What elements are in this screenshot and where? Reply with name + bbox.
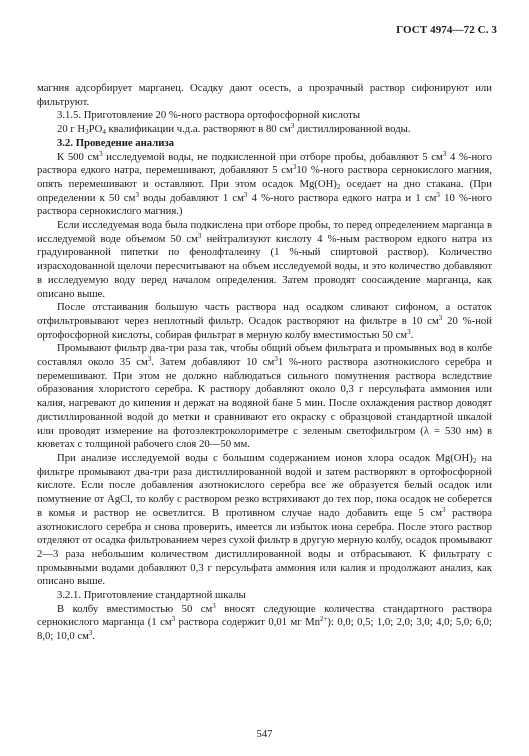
paragraph-settling: После отстаивания большую часть раствора над осадком сливают сифоном, а остаток отфильтровывают через неплотный фильтр. Осадок растворяют на фильтре в 10 $см^3$ 20 %-ной ортофосфорной кислоты, собирая фильтрат в мерную колбу вместимостью 50 $см^3$.	[37, 301, 492, 341]
paragraph-acidified-sample: Если исследуемая вода была подкислена при отборе пробы, то перед определением марганца в исследуемой воде объемом 50 $см^3$ нейтрализуют кислоту 4 %-ным раствором едкого натра из градуированной пипетки по фенолфталеину (1 %-ный спиртовой раствор). Количество израсходованной щелочи пересчитывают на объем исследуемой воды, и это количество добавляют в исследуемую воду перед началом определения. Затем проводят соосаждение марганца, как описано выше.	[37, 219, 492, 300]
page-number: 547	[256, 728, 273, 740]
running-header: ГОСТ 4974—72 С. 3	[396, 24, 497, 36]
body-text	[37, 82, 492, 644]
section-3-1-5-text: 20 г $H_3PO_4$ квалификации ч.д.а. растворяют в 80 $см^3$ дистиллированной воды.	[57, 122, 411, 137]
section-3-2-title: 3.2. Проведение анализа	[57, 136, 175, 149]
paragraph-coprecipitation: К 500 $см^3$ исследуемой воды, не подкисленной при отборе пробы, добавляют 5 $см^3$ 4 %-ного раствора едкого натра, перемешивают, добавляют 5 $см^310$ %-ного раствора сернокислого магния, опять перемешивают и оставляют. При этом осадок $Mg(OH)_2$ оседает на дно стакана. (При определении к 50 $см^3$ воды добавляют 1 $см^3$ 4 %-ного раствора едкого натра и 1 $см^3$ 10 %-ного раствора сернокислого магния.)	[37, 149, 492, 218]
paragraph-continuation: магния адсорбирует марганец. Осадку дают осесть, а прозрачный раствор сифонируют или фильтруют.	[37, 82, 492, 108]
paragraph-high-chloride: При анализе исследуемой воды с большим содержанием ионов хлора осадок $Mg(OH)_2$ на фильтре промывают два-три раза дистиллированной водой и затем растворяют в ортофосфорной кислоте. Если после добавления азотнокислого серебра все же образуется белый осадок или помутнение от AgCl, то колбу с раствором резко встряхивают до тех пор, пока осадок не соберется в комья и раствор не осветлится. В противном случае надо добавить еще 5 $см^3$ раствора азотнокислого серебра и снова проверить, имеется ли избыток иона серебра. После этого раствор отделяют от осадка фильтрованием через сухой фильтр в другую мерную колбу, осадок промывают 2—3 раза небольшим количеством дистиллированной воды и отбрасывают. К фильтрату с промывными водами добавляют 0,3 г персульфата аммония или калия и продолжают анализ, как описано выше.	[37, 451, 493, 588]
section-3-1-5-title: 3.1.5. Приготовление 20 %-ного раствора ортофосфорной кислоты	[57, 109, 361, 122]
paragraph-standard-scale: В колбу вместимостью 50 $см^3$ вносят следующие количества стандартного раствора сернокислого марганца (1 $см^3$ раствора содержит 0,01 мг $Mn^{2+}$): 0,0; 0,5; 1,0; 2,0; 3,0; 4,0; 5,0; 6,0; 8,0; 10,0 $см^3$.	[37, 601, 492, 643]
paragraph-washing-filter: Промывают фильтр два-три раза так, чтобы общий объем фильтрата и промывных вод в колбе составлял около 35 $см^3$. Затем добавляют 10 $см^31$ %-ного раствора азотнокислого серебра и перемешивают. При этом не должно наблюдаться сильного помутнения раствора вследствие образования хлористого серебра. К раствору добавляют около 0,3 г персульфата аммония или калия, нагревают до кипения и держат на водяной бане 5 мин. После охлаждения раствор доводят дистиллированной водой до метки и сравнивают его окраску с образцовой стандартной шкалой или проводят измерение на фотоэлектроколориметре с зеленым светофильтром (λ = 530 нм) в кюветах с толщиной рабочего слоя 20—50 мм.	[37, 342, 493, 451]
section-3-2-1-title: 3.2.1. Приготовление стандартной шкалы	[57, 589, 246, 602]
